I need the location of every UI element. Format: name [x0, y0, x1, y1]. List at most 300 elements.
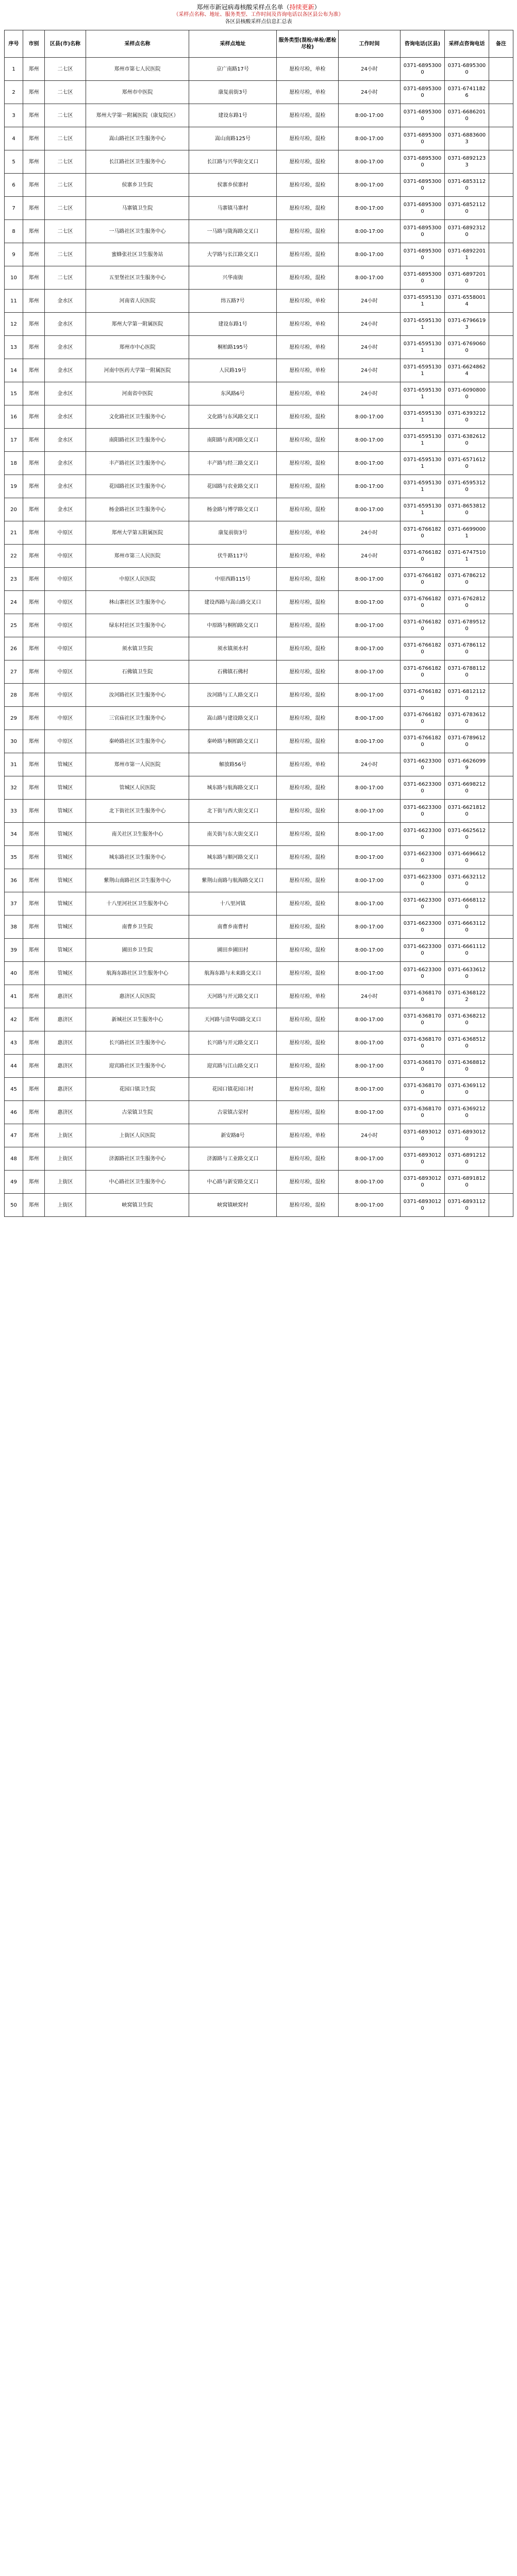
cell-district-phone: 0371-66233000	[401, 776, 445, 800]
cell-no: 38	[5, 916, 23, 939]
cell-district: 中原区	[45, 568, 86, 591]
cell-no: 50	[5, 1194, 23, 1217]
cell-address: 天河路与开元路交叉口	[189, 985, 277, 1008]
cell-notes	[489, 707, 513, 730]
cell-site-phone: 0371-67896120	[445, 730, 489, 753]
cell-site-phone: 0371-67628120	[445, 591, 489, 614]
cell-city: 郑州	[23, 730, 45, 753]
cell-city: 郑州	[23, 753, 45, 776]
cell-service-type: 愿检尽检，混检	[277, 174, 339, 197]
cell-district-phone: 0371-68953000	[401, 58, 445, 81]
cell-address: 嵩山南路125号	[189, 127, 277, 150]
cell-district-phone: 0371-66233000	[401, 753, 445, 776]
cell-site-phone: 0371-68922011	[445, 243, 489, 266]
cell-notes	[489, 1147, 513, 1171]
cell-site-phone: 0371-68836003	[445, 127, 489, 150]
cell-site-phone: 0371-67690600	[445, 336, 489, 359]
cell-address: 一马路与陇海路交叉口	[189, 220, 277, 243]
cell-site-phone: 0371-66256120	[445, 823, 489, 846]
cell-hours: 8:00-17:00	[339, 846, 401, 869]
cell-notes	[489, 1031, 513, 1055]
cell-hours: 24小时	[339, 545, 401, 568]
cell-site-phone: 0371-67966193	[445, 313, 489, 336]
cell-no: 20	[5, 498, 23, 521]
cell-site-phone: 0371-66336120	[445, 962, 489, 985]
cell-notes	[489, 892, 513, 916]
cell-site-name: 汝河路社区卫生服务中心	[86, 684, 189, 707]
cell-notes	[489, 753, 513, 776]
cell-site-phone: 0371-66321120	[445, 869, 489, 892]
cell-service-type: 愿检尽检，单检	[277, 753, 339, 776]
cell-city: 郑州	[23, 197, 45, 220]
cell-address: 城东路与顺河路交叉口	[189, 846, 277, 869]
cell-site-phone: 0371-63691120	[445, 1078, 489, 1101]
cell-district: 二七区	[45, 81, 86, 104]
cell-district: 惠济区	[45, 985, 86, 1008]
cell-district: 中原区	[45, 545, 86, 568]
cell-district-phone: 0371-67661820	[401, 614, 445, 637]
cell-site-phone: 0371-68531120	[445, 174, 489, 197]
cell-hours: 8:00-17:00	[339, 243, 401, 266]
cell-no: 24	[5, 591, 23, 614]
cell-no: 31	[5, 753, 23, 776]
cell-city: 郑州	[23, 475, 45, 498]
cell-service-type: 愿检尽检，单检	[277, 359, 339, 382]
cell-hours: 8:00-17:00	[339, 776, 401, 800]
table-row	[5, 684, 513, 707]
cell-city: 郑州	[23, 452, 45, 475]
cell-site-name: 南关社区卫生服务中心	[86, 823, 189, 846]
cell-district: 二七区	[45, 58, 86, 81]
cell-service-type: 愿检尽检，混检	[277, 730, 339, 753]
cell-district-phone: 0371-66233000	[401, 800, 445, 823]
cell-service-type: 愿检尽检，混检	[277, 243, 339, 266]
cell-service-type: 愿检尽检，单检	[277, 382, 339, 405]
cell-service-type: 愿检尽检，混检	[277, 405, 339, 429]
cell-city: 郑州	[23, 800, 45, 823]
cell-hours: 8:00-17:00	[339, 475, 401, 498]
cell-site-name: 河南省人民医院	[86, 290, 189, 313]
cell-notes	[489, 1008, 513, 1031]
cell-district-phone: 0371-68953000	[401, 220, 445, 243]
cell-city: 郑州	[23, 545, 45, 568]
cell-no: 28	[5, 684, 23, 707]
table-row	[5, 730, 513, 753]
cell-site-phone: 0371-68923120	[445, 220, 489, 243]
cell-district-phone: 0371-66233000	[401, 892, 445, 916]
cell-district: 惠济区	[45, 1078, 86, 1101]
cell-address: 迎宾路与江山路交叉口	[189, 1055, 277, 1078]
cell-address: 十八里河镇	[189, 892, 277, 916]
title-highlight: 持续更新	[289, 4, 314, 11]
cell-site-name: 丰产路社区卫生服务中心	[86, 452, 189, 475]
cell-notes	[489, 498, 513, 521]
cell-notes	[489, 545, 513, 568]
cell-city: 郑州	[23, 614, 45, 637]
cell-address: 解放路56号	[189, 753, 277, 776]
cell-district-phone: 0371-68953000	[401, 104, 445, 127]
cell-notes	[489, 174, 513, 197]
cell-site-phone: 0371-68930120	[445, 1124, 489, 1147]
cell-hours: 8:00-17:00	[339, 939, 401, 962]
cell-notes	[489, 660, 513, 684]
cell-service-type: 愿检尽检，混检	[277, 475, 339, 498]
cell-service-type: 愿检尽检，混检	[277, 962, 339, 985]
cell-service-type: 愿检尽检，单检	[277, 313, 339, 336]
cell-site-phone: 0371-68918120	[445, 1171, 489, 1194]
cell-site-phone: 0371-65580014	[445, 290, 489, 313]
cell-service-type: 愿检尽检，混检	[277, 1101, 339, 1124]
cell-no: 6	[5, 174, 23, 197]
cell-service-type: 愿检尽检，混检	[277, 498, 339, 521]
cell-service-type: 愿检尽检，混检	[277, 939, 339, 962]
cell-site-name: 圃田乡卫生院	[86, 939, 189, 962]
cell-district: 管城区	[45, 846, 86, 869]
col-header-no: 序号	[5, 30, 23, 58]
col-header-site-name: 采样点名称	[86, 30, 189, 58]
cell-notes	[489, 359, 513, 382]
cell-site-name: 古荥镇卫生院	[86, 1101, 189, 1124]
cell-site-name: 中心路社区卫生服务中心	[86, 1171, 189, 1194]
cell-no: 10	[5, 266, 23, 290]
cell-hours: 24小时	[339, 313, 401, 336]
cell-district-phone: 0371-65951301	[401, 359, 445, 382]
cell-district-phone: 0371-63681700	[401, 985, 445, 1008]
cell-city: 郑州	[23, 1031, 45, 1055]
cell-district: 管城区	[45, 869, 86, 892]
cell-site-phone: 0371-66631120	[445, 916, 489, 939]
cell-district-phone: 0371-66233000	[401, 846, 445, 869]
cell-city: 郑州	[23, 846, 45, 869]
cell-district-phone: 0371-67661820	[401, 545, 445, 568]
cell-district: 金水区	[45, 290, 86, 313]
table-row	[5, 1078, 513, 1101]
col-header-city: 市别	[23, 30, 45, 58]
cell-hours: 8:00-17:00	[339, 962, 401, 985]
cell-hours: 8:00-17:00	[339, 660, 401, 684]
cell-hours: 8:00-17:00	[339, 498, 401, 521]
cell-no: 1	[5, 58, 23, 81]
cell-service-type: 愿检尽检，混检	[277, 637, 339, 660]
cell-site-name: 郑州大学第一附属医院（康复院区）	[86, 104, 189, 127]
cell-notes	[489, 1124, 513, 1147]
table-row	[5, 869, 513, 892]
cell-hours: 8:00-17:00	[339, 405, 401, 429]
cell-district-phone: 0371-67661820	[401, 637, 445, 660]
cell-address: 马寨镇马寨村	[189, 197, 277, 220]
cell-hours: 24小时	[339, 290, 401, 313]
table-row	[5, 220, 513, 243]
cell-district-phone: 0371-68930120	[401, 1171, 445, 1194]
cell-city: 郑州	[23, 104, 45, 127]
table-row	[5, 939, 513, 962]
cell-district: 惠济区	[45, 1008, 86, 1031]
cell-site-name: 紫荆山南路社区卫生服务中心	[86, 869, 189, 892]
cell-district: 管城区	[45, 753, 86, 776]
cell-city: 郑州	[23, 985, 45, 1008]
cell-district: 上街区	[45, 1194, 86, 1217]
cell-site-name: 嵩山路社区卫生服务中心	[86, 127, 189, 150]
cell-district: 金水区	[45, 498, 86, 521]
cell-district: 中原区	[45, 707, 86, 730]
cell-city: 郑州	[23, 266, 45, 290]
cell-notes	[489, 127, 513, 150]
cell-hours: 8:00-17:00	[339, 1147, 401, 1171]
cell-district: 中原区	[45, 637, 86, 660]
table-body	[5, 58, 513, 1217]
cell-district-phone: 0371-65951301	[401, 452, 445, 475]
cell-site-phone: 0371-68921233	[445, 150, 489, 174]
cell-no: 48	[5, 1147, 23, 1171]
cell-district: 管城区	[45, 800, 86, 823]
cell-site-name: 石佛镇卫生院	[86, 660, 189, 684]
cell-site-name: 林山寨社区卫生服务中心	[86, 591, 189, 614]
cell-notes	[489, 776, 513, 800]
table-row	[5, 1031, 513, 1055]
cell-city: 郑州	[23, 429, 45, 452]
cell-district: 二七区	[45, 197, 86, 220]
cell-service-type: 愿检尽检，单检	[277, 58, 339, 81]
cell-address: 文化路与东风路交叉口	[189, 405, 277, 429]
sampling-sites-table	[4, 30, 513, 1217]
cell-district: 二七区	[45, 127, 86, 150]
cell-site-name: 管城区人民医院	[86, 776, 189, 800]
cell-hours: 8:00-17:00	[339, 429, 401, 452]
cell-no: 40	[5, 962, 23, 985]
cell-site-name: 长兴路社区卫生服务中心	[86, 1031, 189, 1055]
cell-site-name: 蜜蜂张社区卫生服务站	[86, 243, 189, 266]
cell-site-phone: 0371-67475101	[445, 545, 489, 568]
cell-district: 二七区	[45, 220, 86, 243]
cell-city: 郑州	[23, 823, 45, 846]
cell-address: 南阳路与黄河路交叉口	[189, 429, 277, 452]
cell-address: 北下街与西大街交叉口	[189, 800, 277, 823]
cell-no: 4	[5, 127, 23, 150]
cell-hours: 8:00-17:00	[339, 266, 401, 290]
cell-service-type: 愿检尽检，单检	[277, 336, 339, 359]
cell-service-type: 愿检尽检，混检	[277, 776, 339, 800]
cell-hours: 8:00-17:00	[339, 1031, 401, 1055]
cell-hours: 24小时	[339, 1124, 401, 1147]
cell-service-type: 愿检尽检，单检	[277, 290, 339, 313]
cell-no: 30	[5, 730, 23, 753]
cell-site-phone: 0371-67411826	[445, 81, 489, 104]
table-row	[5, 660, 513, 684]
cell-city: 郑州	[23, 313, 45, 336]
cell-city: 郑州	[23, 707, 45, 730]
cell-district: 管城区	[45, 892, 86, 916]
table-row	[5, 1147, 513, 1171]
cell-hours: 24小时	[339, 336, 401, 359]
cell-district: 中原区	[45, 660, 86, 684]
cell-service-type: 愿检尽检，混检	[277, 1008, 339, 1031]
cell-district: 管城区	[45, 823, 86, 846]
cell-hours: 24小时	[339, 359, 401, 382]
cell-notes	[489, 684, 513, 707]
cell-hours: 8:00-17:00	[339, 150, 401, 174]
cell-no: 22	[5, 545, 23, 568]
cell-site-name: 侯寨乡卫生院	[86, 174, 189, 197]
cell-notes	[489, 405, 513, 429]
cell-hours: 8:00-17:00	[339, 730, 401, 753]
cell-site-phone: 0371-67881120	[445, 660, 489, 684]
cell-no: 19	[5, 475, 23, 498]
cell-no: 44	[5, 1055, 23, 1078]
cell-district: 二七区	[45, 174, 86, 197]
cell-site-phone: 0371-66990001	[445, 521, 489, 545]
cell-notes	[489, 290, 513, 313]
cell-site-name: 花园口镇卫生院	[86, 1078, 189, 1101]
cell-district-phone: 0371-63681700	[401, 1031, 445, 1055]
cell-district: 中原区	[45, 614, 86, 637]
cell-hours: 24小时	[339, 58, 401, 81]
cell-district-phone: 0371-68953000	[401, 81, 445, 104]
cell-city: 郑州	[23, 150, 45, 174]
cell-site-phone: 0371-67862120	[445, 568, 489, 591]
cell-district: 管城区	[45, 939, 86, 962]
cell-site-name: 十八里河社区卫生服务中心	[86, 892, 189, 916]
cell-address: 中心路与新安路交叉口	[189, 1171, 277, 1194]
cell-city: 郑州	[23, 81, 45, 104]
cell-address: 长江路与兴华街交叉口	[189, 150, 277, 174]
table-row	[5, 1008, 513, 1031]
cell-address: 汝河路与工人路交叉口	[189, 684, 277, 707]
cell-site-name: 杨金路社区卫生服务中心	[86, 498, 189, 521]
cell-site-name: 郑州市第三人民医院	[86, 545, 189, 568]
cell-hours: 8:00-17:00	[339, 637, 401, 660]
cell-city: 郑州	[23, 58, 45, 81]
cell-notes	[489, 243, 513, 266]
cell-no: 18	[5, 452, 23, 475]
cell-district-phone: 0371-65951301	[401, 498, 445, 521]
cell-address: 丰产路与经三路交叉口	[189, 452, 277, 475]
table-row	[5, 521, 513, 545]
cell-hours: 8:00-17:00	[339, 1101, 401, 1124]
cell-hours: 8:00-17:00	[339, 452, 401, 475]
cell-city: 郑州	[23, 127, 45, 150]
cell-site-name: 河南中医药大学第一附属医院	[86, 359, 189, 382]
cell-no: 35	[5, 846, 23, 869]
cell-district-phone: 0371-68953000	[401, 127, 445, 150]
cell-site-name: 郑州市第七人民医院	[86, 58, 189, 81]
cell-address: 新安路8号	[189, 1124, 277, 1147]
cell-no: 8	[5, 220, 23, 243]
table-row	[5, 800, 513, 823]
cell-site-phone: 0371-66966120	[445, 846, 489, 869]
cell-district: 二七区	[45, 266, 86, 290]
cell-site-name: 须水镇卫生院	[86, 637, 189, 660]
cell-site-phone: 0371-63826120	[445, 429, 489, 452]
table-row	[5, 243, 513, 266]
cell-site-name: 郑州市中心医院	[86, 336, 189, 359]
cell-hours: 24小时	[339, 753, 401, 776]
cell-notes	[489, 1194, 513, 1217]
table-row	[5, 568, 513, 591]
cell-service-type: 愿检尽检，混检	[277, 150, 339, 174]
cell-site-name: 郑州市中医院	[86, 81, 189, 104]
cell-no: 42	[5, 1008, 23, 1031]
cell-site-name: 峡窝镇卫生院	[86, 1194, 189, 1217]
table-row	[5, 475, 513, 498]
cell-address: 康复前街3号	[189, 521, 277, 545]
cell-service-type: 愿检尽检，混检	[277, 266, 339, 290]
cell-no: 2	[5, 81, 23, 104]
cell-no: 25	[5, 614, 23, 637]
cell-service-type: 愿检尽检，混检	[277, 1171, 339, 1194]
cell-site-phone: 0371-63692120	[445, 1101, 489, 1124]
cell-hours: 8:00-17:00	[339, 197, 401, 220]
cell-city: 郑州	[23, 637, 45, 660]
cell-site-name: 航海东路社区卫生服务中心	[86, 962, 189, 985]
cell-no: 9	[5, 243, 23, 266]
cell-city: 郑州	[23, 1124, 45, 1147]
cell-city: 郑州	[23, 521, 45, 545]
cell-no: 32	[5, 776, 23, 800]
cell-service-type: 愿检尽检，混检	[277, 197, 339, 220]
cell-site-phone: 0371-63681222	[445, 985, 489, 1008]
cell-service-type: 愿检尽检，混检	[277, 1147, 339, 1171]
cell-no: 47	[5, 1124, 23, 1147]
col-header-district: 区县(市)名称	[45, 30, 86, 58]
cell-service-type: 愿检尽检，混检	[277, 660, 339, 684]
cell-notes	[489, 985, 513, 1008]
cell-site-name: 北下街社区卫生服务中心	[86, 800, 189, 823]
cell-city: 郑州	[23, 684, 45, 707]
cell-hours: 8:00-17:00	[339, 568, 401, 591]
table-row	[5, 753, 513, 776]
cell-service-type: 愿检尽检，混检	[277, 1078, 339, 1101]
cell-district-phone: 0371-67661820	[401, 568, 445, 591]
cell-hours: 8:00-17:00	[339, 1008, 401, 1031]
col-header-address: 采样点地址	[189, 30, 277, 58]
table-row	[5, 359, 513, 382]
cell-no: 27	[5, 660, 23, 684]
cell-city: 郑州	[23, 1008, 45, 1031]
cell-city: 郑州	[23, 1078, 45, 1101]
table-row	[5, 985, 513, 1008]
cell-district: 金水区	[45, 429, 86, 452]
cell-no: 23	[5, 568, 23, 591]
cell-address: 京广南路17号	[189, 58, 277, 81]
cell-service-type: 愿检尽检，混检	[277, 1055, 339, 1078]
table-row	[5, 1194, 513, 1217]
cell-notes	[489, 800, 513, 823]
cell-service-type: 愿检尽检，混检	[277, 916, 339, 939]
table-row	[5, 150, 513, 174]
cell-site-name: 河南省中医院	[86, 382, 189, 405]
cell-site-name: 绿东村社区卫生服务中心	[86, 614, 189, 637]
cell-address: 伏牛路117号	[189, 545, 277, 568]
cell-city: 郑州	[23, 869, 45, 892]
document-subtitle: （采样点名称、地址、服务类型、工作时间及咨询电话以各区县公布为准）	[173, 12, 344, 18]
cell-district: 管城区	[45, 962, 86, 985]
table-row	[5, 104, 513, 127]
table-row	[5, 58, 513, 81]
cell-site-name: 五里堡社区卫生服务中心	[86, 266, 189, 290]
cell-address: 紫荆山南路与航海路交叉口	[189, 869, 277, 892]
cell-district: 管城区	[45, 776, 86, 800]
cell-city: 郑州	[23, 892, 45, 916]
table-row	[5, 637, 513, 660]
cell-site-name: 惠济区人民医院	[86, 985, 189, 1008]
cell-district-phone: 0371-67661820	[401, 684, 445, 707]
cell-hours: 8:00-17:00	[339, 104, 401, 127]
col-header-site-phone: 采样点咨询电话	[445, 30, 489, 58]
cell-district-phone: 0371-63681700	[401, 1078, 445, 1101]
cell-district: 上街区	[45, 1147, 86, 1171]
table-row	[5, 197, 513, 220]
cell-no: 12	[5, 313, 23, 336]
